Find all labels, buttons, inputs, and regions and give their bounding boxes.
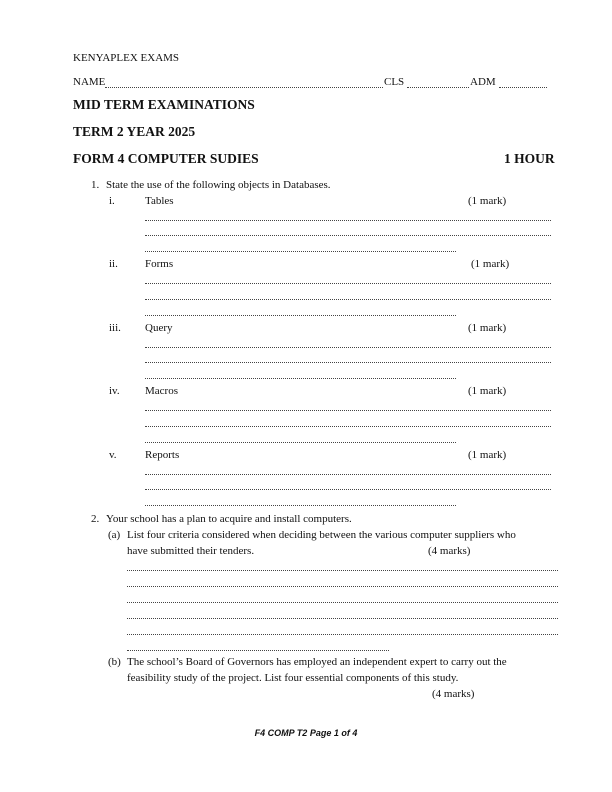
subitem-number: iii. (109, 322, 121, 334)
question-text: State the use of the following objects in Databases. (106, 179, 331, 191)
part-b-label: (b) (108, 656, 121, 668)
cls-field[interactable] (407, 87, 469, 88)
answer-line[interactable] (145, 362, 551, 363)
subitem-marks: (1 mark) (468, 322, 507, 334)
page-footer: F4 COMP T2 Page 1 of 4 (254, 728, 358, 738)
answer-line[interactable] (145, 299, 551, 300)
question-text: Your school has a plan to acquire and install computers. (106, 513, 352, 525)
part-a-marks: (4 marks) (428, 545, 471, 557)
subitem-label: Forms (145, 258, 174, 270)
answer-line[interactable] (127, 618, 558, 619)
answer-line[interactable] (127, 634, 558, 635)
answer-line[interactable] (145, 410, 551, 411)
name-label: NAME (73, 76, 106, 88)
answer-line[interactable] (127, 650, 389, 651)
answer-line[interactable] (145, 315, 456, 316)
subitem-label: Query (145, 322, 173, 334)
subitem-label: Reports (145, 449, 180, 461)
name-field[interactable] (105, 87, 383, 88)
answer-line[interactable] (145, 235, 551, 236)
subitem-number: i. (109, 195, 115, 207)
part-a-text-line1: List four criteria considered when deciding between the various computer suppliers who (127, 529, 516, 541)
subitem-number: v. (109, 449, 117, 461)
exam-title: MID TERM EXAMINATIONS (73, 97, 255, 112)
answer-line[interactable] (145, 347, 551, 348)
part-b-text-line1: The school’s Board of Governors has employed an independent expert to carry out the (127, 656, 507, 668)
answer-line[interactable] (145, 251, 456, 252)
cls-label: CLS (384, 76, 405, 88)
subitem-marks: (1 mark) (471, 258, 510, 270)
answer-line[interactable] (145, 426, 551, 427)
answer-line[interactable] (145, 505, 456, 506)
subitem-marks: (1 mark) (468, 449, 507, 461)
subitem-label: Macros (145, 385, 178, 397)
exam-subject: FORM 4 COMPUTER SUDIES (73, 151, 259, 166)
part-b-text-line2: feasibility study of the project. List four essential components of this study. (127, 672, 459, 684)
exam-duration: 1 HOUR (504, 151, 555, 166)
answer-line[interactable] (145, 378, 456, 379)
exam-term: TERM 2 YEAR 2025 (73, 124, 196, 139)
part-b-marks: (4 marks) (432, 688, 475, 700)
answer-line[interactable] (145, 489, 551, 490)
part-a-label: (a) (108, 529, 121, 541)
subitem-marks: (1 mark) (468, 385, 507, 397)
subitem-number: iv. (109, 385, 120, 397)
answer-line[interactable] (145, 474, 551, 475)
question-number: 1. (91, 179, 100, 191)
part-a-text-line2: have submitted their tenders. (127, 545, 255, 557)
org-name: KENYAPLEX EXAMS (73, 52, 180, 64)
answer-line[interactable] (145, 220, 551, 221)
subitem-marks: (1 mark) (468, 195, 507, 207)
answer-line[interactable] (127, 602, 558, 603)
subitem-number: ii. (109, 258, 118, 270)
answer-line[interactable] (145, 442, 456, 443)
subitem-label: Tables (145, 195, 174, 207)
answer-line[interactable] (127, 586, 558, 587)
adm-field[interactable] (499, 87, 547, 88)
adm-label: ADM (470, 76, 496, 88)
question-number: 2. (91, 513, 100, 525)
answer-line[interactable] (127, 570, 558, 571)
answer-line[interactable] (145, 283, 551, 284)
